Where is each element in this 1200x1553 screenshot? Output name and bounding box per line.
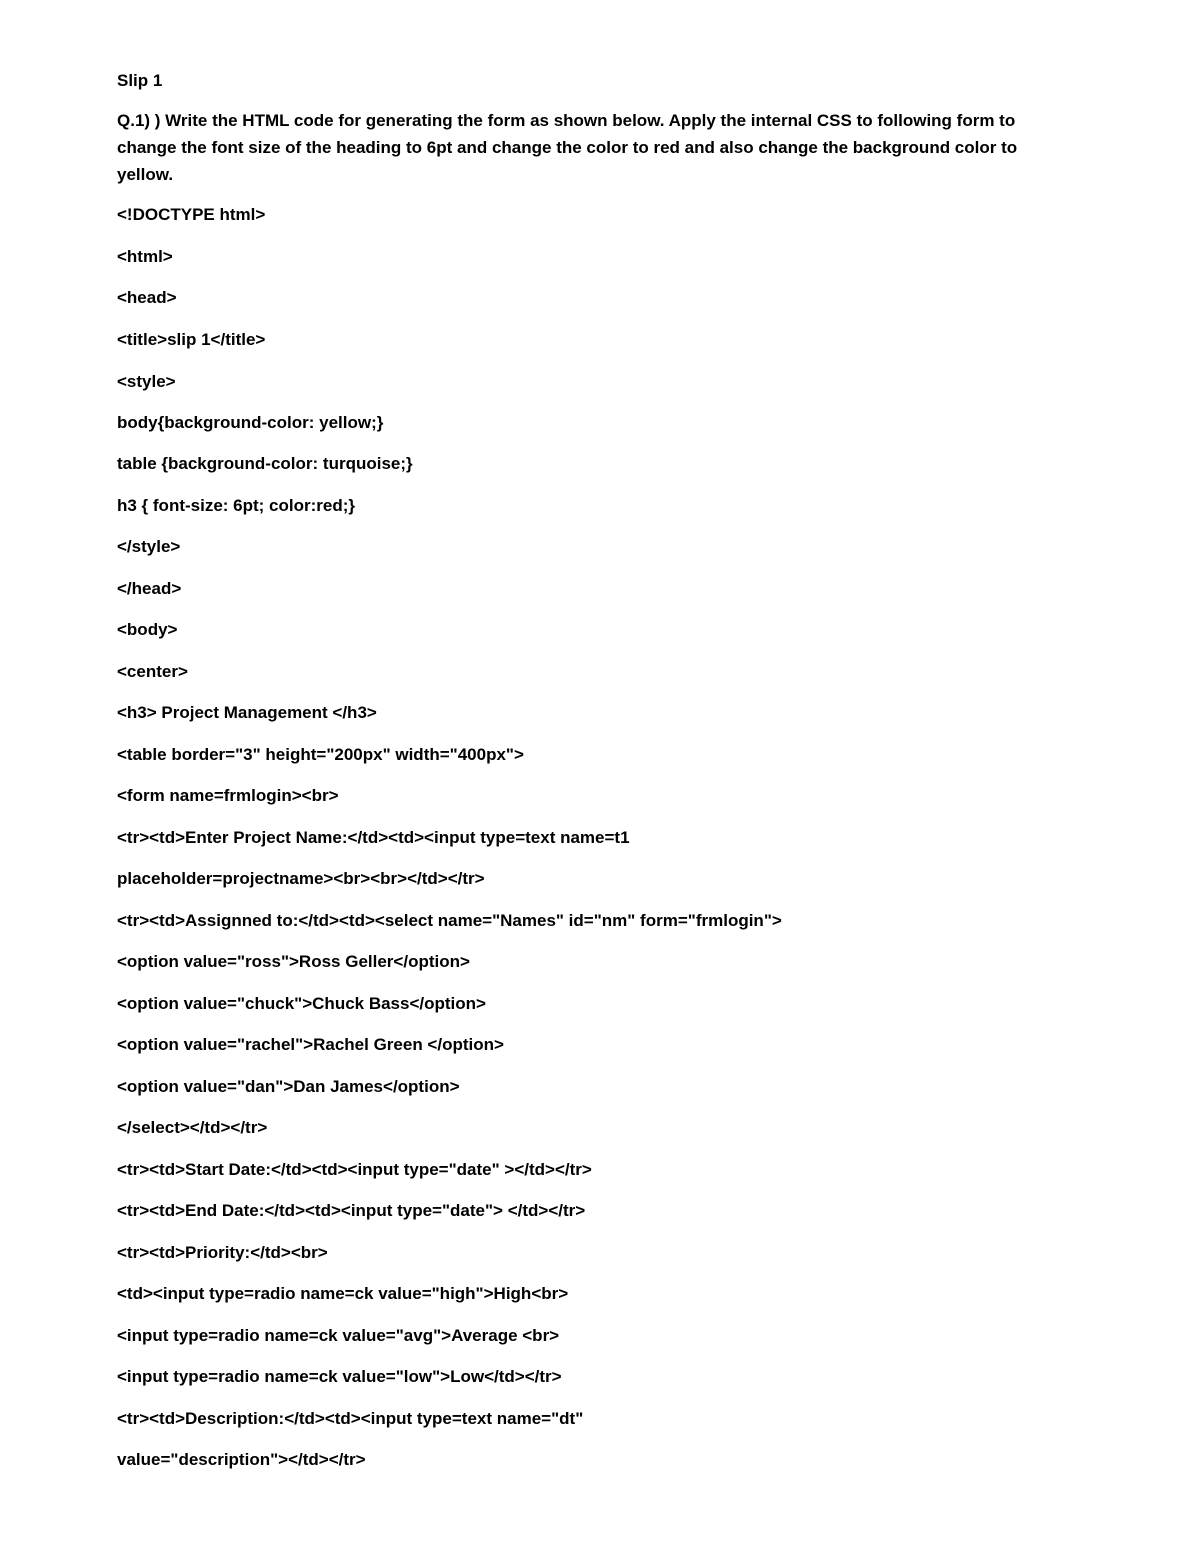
code-line: <option value="ross">Ross Geller</option> [117, 952, 470, 971]
code-line: <!DOCTYPE html> [117, 205, 266, 224]
code-line: <style> [117, 372, 176, 391]
code-line: <body> [117, 620, 178, 639]
code-line: body{background-color: yellow;} [117, 413, 384, 432]
code-line: <table border="3" height="200px" width="400px"> [117, 745, 524, 764]
code-line: </select></td></tr> [117, 1118, 268, 1137]
code-line: <center> [117, 662, 188, 681]
code-line: <title>slip 1</title> [117, 330, 266, 349]
code-line: <option value="rachel">Rachel Green </option> [117, 1035, 504, 1054]
code-line: <option value="dan">Dan James</option> [117, 1077, 460, 1096]
code-line: <tr><td>Description:</td><td><input type=text name="dt" [117, 1409, 584, 1428]
code-line: <input type=radio name=ck value="avg">Average <br> [117, 1326, 560, 1345]
code-line: <head> [117, 288, 177, 307]
code-line: <tr><td>Start Date:</td><td><input type="date" ></td></tr> [117, 1160, 592, 1179]
code-line: </head> [117, 579, 182, 598]
code-line: placeholder=projectname><br><br></td></tr> [117, 869, 485, 888]
code-line: <td><input type=radio name=ck value="high">High<br> [117, 1284, 569, 1303]
document-title: Slip 1 [117, 71, 163, 90]
code-line: <tr><td>Priority:</td><br> [117, 1243, 328, 1262]
code-line: value="description"></td></tr> [117, 1450, 366, 1469]
code-line: </style> [117, 537, 181, 556]
code-line: <tr><td>Enter Project Name:</td><td><input type=text name=t1 [117, 828, 630, 847]
code-line: <input type=radio name=ck value="low">Low</td></tr> [117, 1367, 562, 1386]
code-line: <tr><td>End Date:</td><td><input type="date"> </td></tr> [117, 1201, 586, 1220]
code-line: table {background-color: turquoise;} [117, 454, 413, 473]
code-line: <form name=frmlogin><br> [117, 786, 339, 805]
code-line: <tr><td>Assignned to:</td><td><select name="Names" id="nm" form="frmlogin"> [117, 911, 782, 930]
question-text: Q.1) ) Write the HTML code for generating the form as shown below. Apply the internal CSS to following form to change the font size of the heading to 6pt and change the color to red and also change the background color to yellow. [117, 111, 1018, 184]
code-line: <h3> Project Management </h3> [117, 703, 377, 722]
code-line: <html> [117, 247, 173, 266]
code-line: <option value="chuck">Chuck Bass</option> [117, 994, 486, 1013]
code-line: h3 { font-size: 6pt; color:red;} [117, 496, 356, 515]
